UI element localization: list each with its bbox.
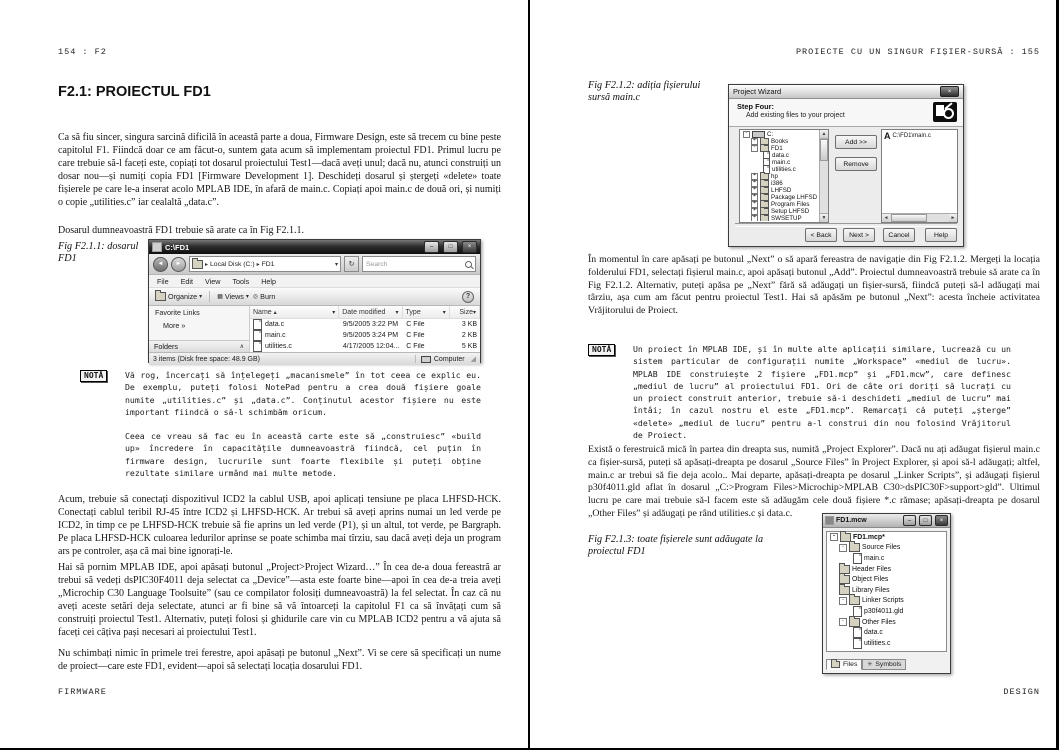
file-icon — [853, 638, 862, 649]
burn-button[interactable] — [253, 292, 275, 301]
wizard-separator — [735, 223, 957, 227]
folders-band[interactable] — [149, 340, 249, 352]
project-tree-panel — [826, 531, 947, 652]
back-button[interactable]: < Back — [805, 228, 837, 242]
explorer-toolbar — [149, 288, 480, 306]
tree-label: Header Files — [852, 565, 892, 573]
file-icon — [853, 627, 862, 638]
status-computer — [415, 355, 476, 363]
wizard-titlebar[interactable] — [729, 85, 963, 99]
wizard-folder-tree-panel — [739, 129, 829, 223]
project-wizard-dialog — [728, 84, 964, 247]
scroll-up-icon[interactable]: ▲ — [821, 131, 827, 137]
toolbar-separator — [209, 291, 210, 302]
window-icon — [152, 242, 162, 252]
tree-label: main.c — [864, 554, 885, 562]
menu-item-file[interactable]: File — [157, 276, 169, 286]
tree-item[interactable] — [827, 617, 946, 628]
window-title: Project Wizard — [733, 87, 782, 96]
symbols-tab-icon: ✳ — [867, 662, 873, 668]
tree-label: i386 — [771, 180, 783, 187]
added-file-item[interactable] — [882, 130, 957, 142]
expand-icon[interactable]: + — [752, 172, 756, 178]
mcw-titlebar[interactable] — [823, 514, 950, 528]
tree-label: LHFSD — [771, 187, 792, 194]
table-row[interactable] — [250, 319, 480, 330]
help-icon[interactable]: ? — [462, 291, 474, 303]
menu-item-help[interactable]: Help — [261, 276, 277, 286]
favorite-links-label[interactable]: Favorite Links — [155, 308, 200, 317]
figure-caption: Fig F2.1.1: dosarul FD1 — [58, 241, 139, 264]
file-size: 3 KB — [461, 321, 477, 328]
tree-label: data.c — [864, 629, 883, 637]
note-paragraph: Vă rog, încercați să înțelegeți „macanismele” în tot ceea ce explic eu. De exemplu, puteți folosi NotePad pentru a crea două fișiere goale numite „utilities.c” și „data.c”. Conținutul acestor fișiere nu este important fiindcă o să-l schimbăm oricum. — [125, 370, 481, 417]
expand-icon[interactable]: + — [752, 200, 756, 206]
note-text — [125, 369, 481, 491]
folder-icon — [849, 543, 860, 552]
column-header-size[interactable] — [450, 306, 480, 318]
tree-label: Linker Scripts — [862, 597, 904, 605]
chevron-down-icon[interactable]: ▾ — [442, 309, 446, 316]
tree-item[interactable] — [741, 152, 819, 159]
chevron-down-icon[interactable]: ▾ — [332, 309, 336, 316]
forward-button[interactable]: ► — [171, 257, 186, 272]
explorer-window — [148, 239, 481, 363]
file-size: 5 KB — [461, 343, 477, 350]
folder-icon — [192, 260, 203, 269]
tree-label: SWSETUP — [771, 215, 802, 221]
restore-button[interactable]: □ — [919, 515, 932, 526]
file-icon — [853, 553, 862, 564]
explorer-menubar — [149, 275, 480, 288]
column-header-type[interactable] — [403, 306, 450, 318]
paragraph: Există o ferestruică mică în partea din dreapta sus, numită „Project Explorer”. Dacă nu ați adăugat fișierul main.c ca fișier-sursă, puteți să apăsați-dreapta pe dosarul „Source Files” în Project Explorer, și apoi să-l adăugați; altfel, main.c ar trebui să fie deja acolo.. Mai departe, apăsați-dreapta pe dosarul „Linker Scripts”, și adăugați fișierul p30f4011.gld aflat în dosarul „C:>Program Files>Microchip>MPLAB C30>dsPIC30F>support>gld”. Ultimul lucru pe care mai trebuie să-l facem este să adăugăm cele două fișiere *.c rămase; apăsați-dreapta pe dosarul „Other Files” și adăugați pe rând utilities.c și data.c. — [588, 444, 1040, 519]
collapse-icon[interactable]: - — [839, 597, 847, 605]
cancel-button[interactable]: Cancel — [883, 228, 915, 242]
tree-label: FD1 — [771, 145, 783, 152]
figure-caption: Fig F2.1.2: adiția fișierului sursă main.c — [588, 80, 701, 103]
file-date: 9/5/2005 3:22 PM — [342, 321, 399, 328]
tree-label: Setup LHFSD — [771, 208, 810, 215]
explorer-addressbar — [149, 254, 480, 275]
mcw-tabs — [826, 659, 906, 670]
tree-label: Library Files — [852, 586, 890, 594]
chevron-right-icon: ▸ — [205, 261, 209, 268]
tree-label: p30f4011.gld — [864, 607, 904, 615]
tab-label: Files — [843, 661, 858, 668]
files-tab-icon — [831, 661, 840, 668]
views-grid-icon: ▦ — [217, 294, 223, 300]
explorer-statusbar — [149, 352, 480, 365]
next-button[interactable]: Next > — [843, 228, 875, 242]
organize-button[interactable] — [155, 292, 202, 301]
refresh-button[interactable]: ↻ — [344, 256, 359, 272]
chevron-right-icon: ▸ — [256, 261, 260, 268]
tab-label: Symbols — [875, 661, 902, 668]
scroll-down-icon[interactable]: ▼ — [821, 215, 827, 221]
file-date: 9/5/2005 3:24 PM — [342, 332, 399, 339]
paragraph: Nu schimbați nimic în primele trei ferestre, apoi apăsați pe butonul „Next”. Vi se cere să specificați un nume de proiect—care este FD1, evident—apoi să selectați locația dosarului FD1. — [58, 648, 501, 672]
scroll-right-icon[interactable]: ► — [950, 215, 956, 221]
auto-flag: A — [884, 131, 891, 141]
search-icon[interactable] — [465, 261, 472, 268]
tree-item[interactable] — [741, 159, 819, 166]
tree-label: hp — [771, 173, 778, 180]
file-list-header — [250, 306, 480, 319]
wizard-step-subtitle: Add existing files to your project — [746, 112, 845, 119]
tree-item[interactable] — [827, 596, 946, 607]
expand-icon[interactable]: + — [752, 179, 756, 185]
file-type: C File — [406, 343, 425, 350]
computer-icon — [421, 356, 431, 363]
column-label: Date modified — [342, 308, 386, 316]
scroll-thumb[interactable] — [820, 139, 828, 161]
chevron-down-icon: ▾ — [199, 294, 203, 300]
tree-item[interactable] — [741, 145, 819, 152]
tree-item[interactable] — [827, 585, 946, 596]
search-input[interactable] — [362, 256, 476, 272]
close-button[interactable]: × — [940, 86, 959, 97]
status-computer-label: Computer — [433, 355, 465, 363]
back-button[interactable]: ◄ — [153, 257, 168, 272]
views-label: Views — [224, 292, 244, 301]
wizard-step-title: Step Four: — [737, 102, 774, 111]
tree-item[interactable] — [827, 627, 946, 638]
section-title: F2.1: PROIECTUL FD1 — [58, 84, 211, 100]
added-file-path: C:\FD1\main.c — [892, 133, 931, 139]
column-label: Size — [459, 308, 473, 316]
collapse-icon[interactable]: - — [744, 131, 748, 136]
window-icon — [825, 516, 834, 525]
tree-label: Source Files — [862, 544, 901, 552]
folder-icon — [760, 215, 769, 221]
folders-label: Folders — [154, 342, 178, 351]
help-button[interactable]: Help — [925, 228, 957, 242]
menu-item-view[interactable]: View — [204, 276, 221, 286]
note-label: NOTĂ — [588, 344, 615, 356]
maximize-button[interactable]: □ — [443, 241, 458, 253]
figure-caption: Fig F2.1.3: toate fișierele sunt adăugate la proiectul FD1 — [588, 534, 764, 557]
explorer-body — [149, 306, 480, 352]
file-icon — [253, 319, 262, 330]
collapse-icon[interactable]: - — [752, 144, 756, 150]
wizard-header — [729, 99, 963, 127]
paragraph: Dosarul dumneavoastră FD1 trebuie să arate ca în Fig F2.1.1. — [58, 225, 305, 236]
paragraph: În momentul în care apăsați pe butonul „Next” o să apară fereastra de navigație din Fig F2.1.2. Mergeți la locația folderului FD1, selectați fișierul main.c, apoi apăsați butonul „Add”. Proiectul dumneavoastră trebuie să arate ca în Fig F2.1.2. Alternativ, puteți apăsa pe „Next” fără să adăugați un fișier-sursă, fiindcă puteți să-l adăugați mai târziu, așa cum am făcut pentru proiectul Test1. Hai să apăsăm pe butonul „Next”: acesta încheie activitatea Vrăjitorului de Proiect. — [588, 254, 1040, 317]
page-spine-divider — [528, 0, 530, 750]
menu-item-tools[interactable]: Tools — [232, 276, 250, 286]
tree-item[interactable] — [827, 543, 946, 554]
paragraph: Ca să fiu sincer, singura sarcină dificilă în această parte a doua, Firmware Design, este să trecem cu bine peste capitolul F1. Fiindcă doar ce am făcut-o, suntem gata acum să implementam proiectul FD1. Primul lucru pe care trebuie să-l faceți este, copiați tot dosarul proiectului Test1—dacă aveți unul; dacă nu, atunci construiți un dosar nou—și numiți copia FD1 [Firmware Development 1]. Deschideți dosarul și ștergeți «delete» toate fișierele pe care le-a inserat acolo MPLAB IDE, în afară de main.c. Copiați apoi main.c de două ori, și numiți o copie „utilities.c” iar cealaltă „data.c”. — [58, 132, 501, 208]
column-header-name[interactable] — [250, 306, 339, 318]
breadcrumb-segment[interactable]: Local Disk (C:) — [210, 260, 255, 268]
tree-label: Package LHFSD — [771, 194, 818, 201]
chevron-down-icon[interactable]: ▾ — [395, 309, 399, 316]
minimize-button[interactable]: – — [424, 241, 439, 253]
views-button[interactable] — [217, 292, 249, 301]
chevron-up-icon: ∧ — [239, 344, 244, 350]
file-name: utilities.c — [265, 343, 292, 350]
scroll-thumb[interactable] — [891, 214, 927, 222]
menu-item-edit[interactable]: Edit — [180, 276, 193, 286]
expand-icon[interactable]: + — [752, 137, 756, 143]
tree-label: utilities.c — [864, 639, 891, 647]
breadcrumb-segment[interactable]: FD1 — [261, 260, 275, 268]
tree-label: Object Files — [852, 576, 889, 584]
tree-label: Other Files — [862, 618, 896, 626]
file-type: C File — [406, 332, 425, 339]
column-header-date[interactable] — [339, 306, 402, 318]
status-items: 3 items (Disk free space: 48.9 GB) — [153, 355, 260, 363]
tree-label: data.c — [772, 152, 789, 159]
resize-grip[interactable]: ◢ — [470, 356, 476, 363]
tree-item[interactable] — [827, 606, 946, 617]
scroll-left-icon[interactable]: ◄ — [883, 215, 889, 221]
paragraph: Acum, trebuie să conectați dispozitivul ICD2 la cablul USB, apoi aplicați tensiune pe placa LHFSD-HCK. Conectați cablul teribil RJ-45 între ICD2 și LHFSD-HCK. Ar trebui să aveți aprins numai un led verde pe ICD2, în timp ce pe LHFSD-HCK trebuie să fie aprins un led verde (P1), și un altul, tot verde, pe Bargraph. Pe placa LHFSD-HCK culoarea ledurilor aprinse se poate schimba mai tîrziu, sau dacă aveți deja un program ars pe controler, așa că mai bine ignorați-le. — [58, 494, 501, 557]
organize-icon — [155, 292, 166, 301]
project-explorer-window — [822, 513, 951, 674]
minimize-button[interactable]: – — [903, 515, 916, 526]
page-footer-right: DESIGN — [1003, 687, 1040, 697]
file-icon — [253, 330, 262, 341]
add-button[interactable]: Add >> — [835, 135, 877, 149]
note-paragraph: Un proiect în MPLAB IDE, și în multe alte aplicații similare, lucrează cu un sistem particular de configurații numite „Workspace” «mediul de lucru». MPLAB IDE construiește 2 fișiere „FD1.mcp” și „FD1.mcw”, care definesc „mediul de lucru” al proiectului FD1. Ori de câte ori doriți să lucrați cu un proiect construit anterior, trebuie să-i deschideti „mediul de lucru” mai întâi; în cazul nostru el este „FD1.mcp”. Remarcați că puteți „șterge” «delete» „mediul de lucru” pentru a-l construi din nou folosind Vrăjitorul de Proiect. — [633, 344, 1011, 441]
close-button[interactable]: × — [935, 515, 948, 526]
note-label: NOTĂ — [80, 370, 107, 382]
horizontal-scrollbar[interactable] — [882, 213, 957, 222]
close-button[interactable]: × — [462, 241, 477, 253]
column-label: Name — [253, 308, 272, 316]
organize-label: Organize — [168, 292, 198, 301]
collapse-icon[interactable]: - — [830, 533, 838, 541]
expand-icon[interactable]: + — [752, 193, 756, 199]
vertical-scrollbar[interactable] — [819, 130, 828, 222]
expand-icon[interactable]: + — [752, 186, 756, 192]
burn-disc-icon: ◎ — [252, 294, 259, 300]
wizard-added-files-panel — [881, 129, 958, 223]
tree-label: Books — [771, 138, 789, 145]
file-icon — [253, 341, 262, 352]
explorer-sidebar — [149, 306, 250, 352]
chevron-down-icon[interactable]: ▾ — [334, 261, 338, 268]
table-row[interactable] — [250, 330, 480, 341]
breadcrumb[interactable] — [189, 256, 341, 272]
window-title: FD1.mcw — [836, 517, 867, 524]
column-label: Type — [405, 308, 421, 316]
tree-item[interactable] — [741, 215, 819, 221]
explorer-titlebar[interactable] — [149, 240, 480, 254]
sort-asc-icon: ▴ — [273, 309, 277, 316]
file-name: main.c — [265, 332, 286, 339]
tree-label: Program Files — [771, 201, 810, 208]
file-size: 2 KB — [461, 332, 477, 339]
tree-label: FD1.mcp* — [853, 533, 885, 541]
note-text — [633, 343, 1011, 453]
file-name: data.c — [265, 321, 285, 328]
file-date: 4/17/2005 12:04... — [342, 343, 400, 350]
page-footer-left: FIRMWARE — [58, 687, 107, 697]
tree-item[interactable] — [827, 638, 946, 649]
table-row[interactable] — [250, 341, 480, 352]
remove-button[interactable]: Remove — [835, 157, 877, 171]
folder-icon — [849, 596, 860, 605]
chevron-down-icon: ▾ — [245, 294, 249, 300]
tab-files[interactable] — [826, 659, 862, 670]
burn-label: Burn — [260, 292, 276, 301]
tree-item[interactable] — [827, 532, 946, 543]
folder-icon — [849, 618, 860, 627]
collapse-icon[interactable]: - — [839, 544, 847, 552]
window-title: C:\FD1 — [165, 242, 190, 252]
tree-label: main.c — [772, 159, 791, 166]
tree-label: C: — [767, 131, 774, 138]
tab-symbols[interactable] — [862, 659, 906, 670]
paragraph: Hai să pornim MPLAB IDE, apoi apăsați butonul „Project>Project Wizard…” În cea de-a doua fereastră ar trebui să vedeți dsPIC30F4011 deja selectat ca „Device”—asta este foarte bine—apoi în cea de-a treia aveți „Microchip C30 Language Toolsuite” (sau ce compilator folosiți dumneavoastră) la fel selectat. În caz că nu aveți aceste setări deja selectate, atunci ar fi bine să vă întoarceți la capitolul F1 ca să învățați cum să construiți proiectul Test1. Alternativ, puteți folosi și ghidurile care vin cu MPLAB ICD2 pentru a vă ajuta să faceți cei câțiva pași necesari ai proiectului Test1. — [58, 562, 501, 638]
wizard-step-icon — [933, 102, 957, 122]
gear-icon — [943, 108, 954, 119]
folder-tree — [741, 131, 819, 221]
tree-label: utilities.c — [772, 166, 796, 173]
expand-icon[interactable]: + — [752, 214, 756, 220]
page-header-right: PROIECTE CU UN SINGUR FIȘIER-SURSĂ : 155 — [795, 47, 1040, 57]
chevron-down-icon[interactable]: ▾ — [472, 309, 476, 316]
expand-icon[interactable]: + — [752, 207, 756, 213]
more-links[interactable]: More » — [163, 321, 186, 330]
note-paragraph: Ceea ce vreau să fac eu în această carte este să „construiesc” «build up» încredere în capacitățile dumneavoastră fiindcă, cel puțin în firmware design, lucrurile sunt foarte flexibile și puteți obține rezultate similare urmând mai multe metode. — [125, 431, 481, 479]
file-type: C File — [406, 321, 425, 328]
page-header-left: 154 : F2 — [58, 47, 107, 57]
search-placeholder: Search — [366, 260, 388, 268]
collapse-icon[interactable]: - — [839, 618, 847, 626]
file-list — [250, 306, 480, 352]
